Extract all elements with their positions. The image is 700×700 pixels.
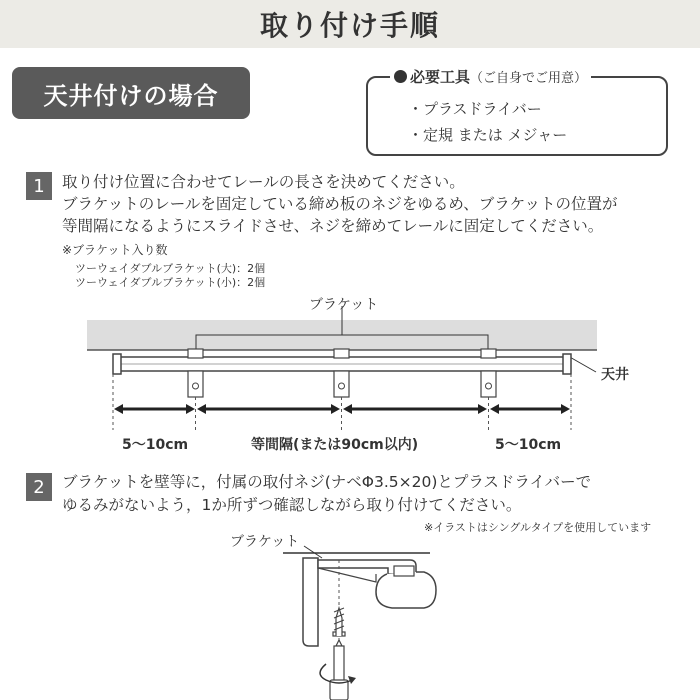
- rail-lock: [394, 566, 414, 576]
- step-2-number: 2: [26, 473, 52, 501]
- illustration-note: ※イラストはシングルタイプを使用しています: [424, 521, 652, 534]
- step-1-line: 等間隔になるようにスライドさせ、ネジを締めてレールに固定してください。: [62, 217, 604, 235]
- bracket-label: ブラケット: [309, 297, 379, 313]
- left-span-label: 5～10cm: [122, 437, 189, 453]
- middle-span-label: 等間隔(または90cm以内): [251, 437, 419, 453]
- step-1-number: 1: [26, 172, 52, 200]
- bracket-label: ブラケット: [230, 534, 300, 550]
- tools-heading-text: 必要工具: [410, 68, 471, 86]
- tools-heading-note: （ご自身でご用意）: [470, 71, 588, 86]
- bracket-count-heading: ※ブラケット入り数: [62, 243, 168, 257]
- step-1-line: 取り付け位置に合わせてレールの長さを決めてください。: [62, 173, 465, 191]
- step-1-line: ブラケットのレールを固定している締め板のネジをゆるめ、ブラケットの位置が: [62, 195, 618, 213]
- ceiling-label: 天井: [601, 367, 629, 383]
- rotation-arrowhead: [348, 676, 356, 684]
- bracket-count: ツーウェイダブルブラケット(大)：2個: [75, 262, 266, 275]
- tool-item: ・定規 または メジャー: [408, 126, 568, 144]
- bracket-leader-line: [304, 546, 322, 558]
- case-badge: 天井付けの場合: [12, 67, 250, 119]
- page-title: 取り付け手順: [259, 9, 440, 42]
- tool-item: ・プラスドライバー: [408, 100, 542, 118]
- step-2-line: ブラケットを壁等に，付属の取付ネジ(ナベΦ3.5×20)とプラスドライバーで: [62, 473, 592, 491]
- bracket-plate: [303, 558, 318, 646]
- step-2-line: ゆるみがないよう，1か所ずつ確認しながら取り付けてください。: [62, 496, 522, 514]
- mounting-screw: [333, 608, 345, 636]
- rail-clip: [376, 572, 436, 608]
- bracket-arm-edge: [318, 568, 376, 582]
- screwdriver-icon: [330, 640, 348, 700]
- bracket-count: ツーウェイダブルブラケット(小)：2個: [75, 276, 266, 289]
- right-span-label: 5～10cm: [495, 437, 562, 453]
